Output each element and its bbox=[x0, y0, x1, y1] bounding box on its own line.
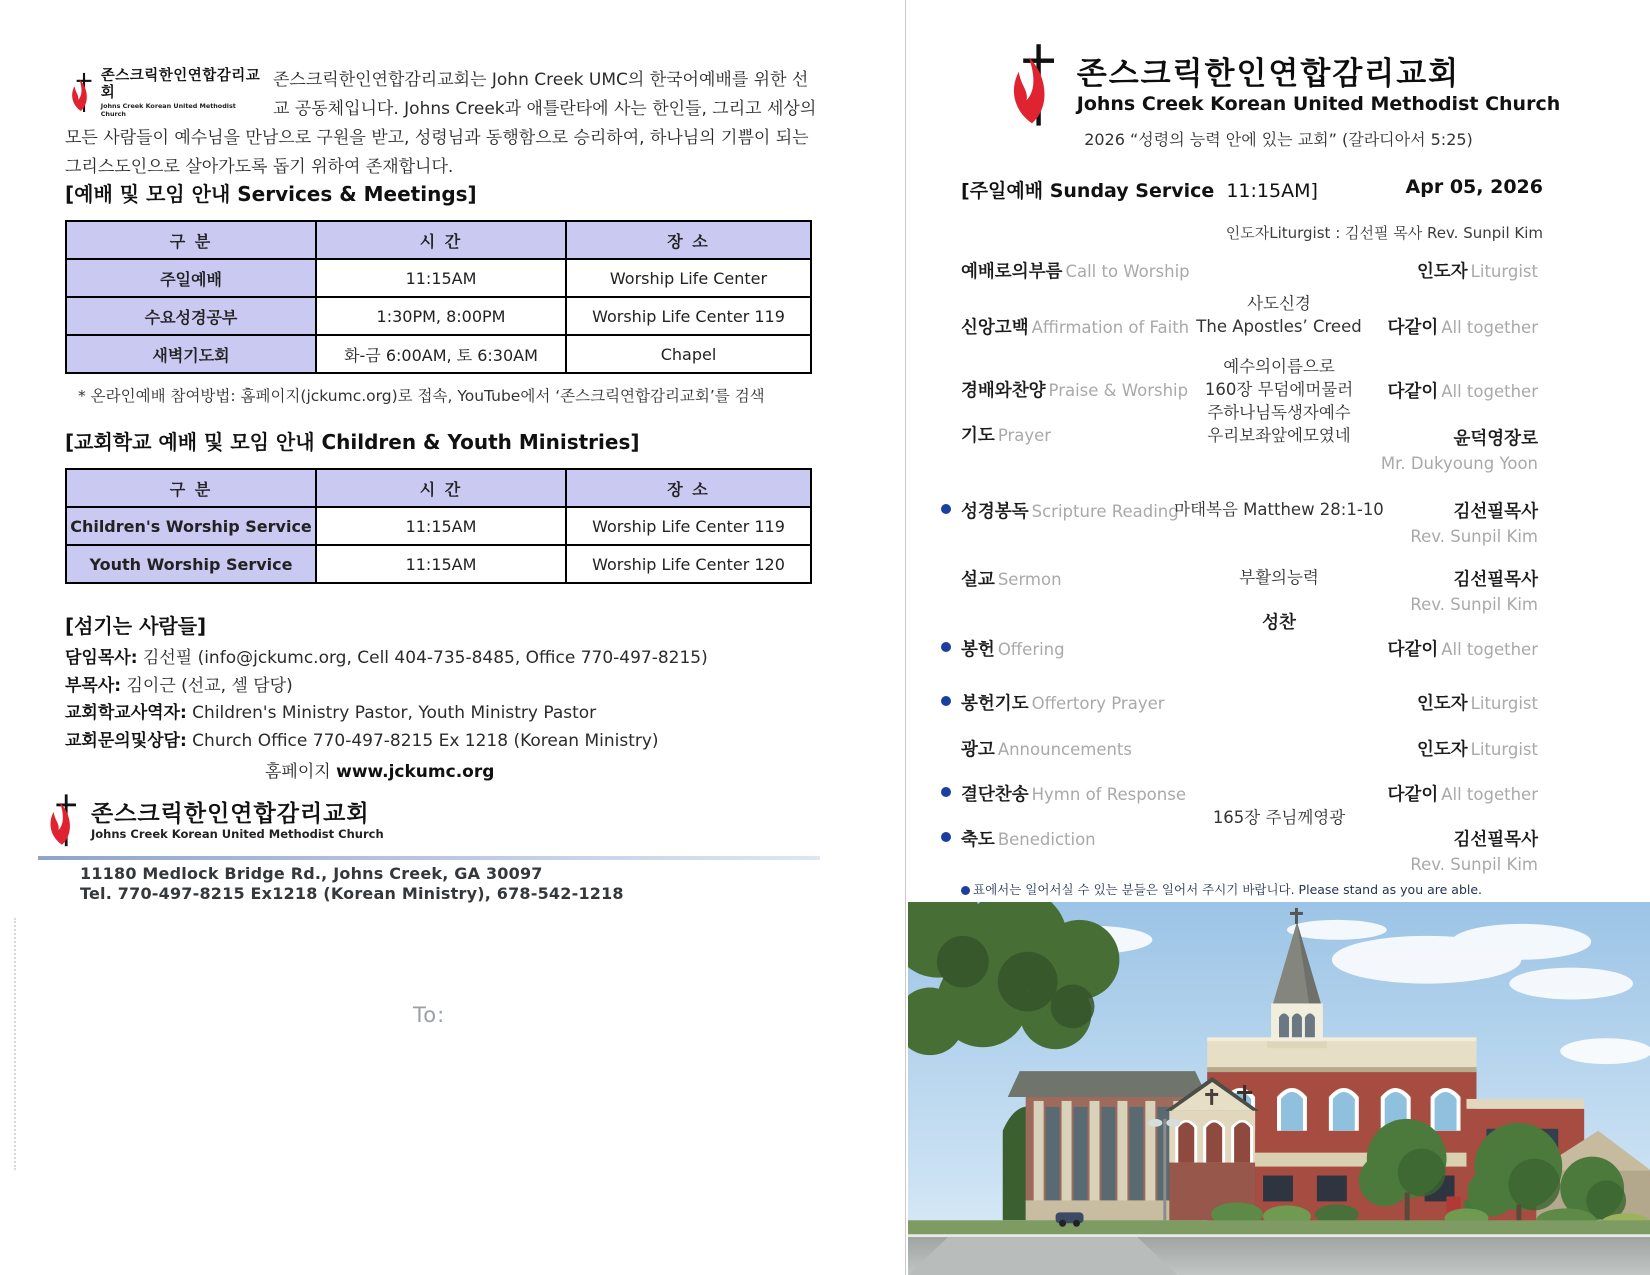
services-table bbox=[65, 220, 812, 374]
footer-divider bbox=[38, 856, 820, 860]
order-person bbox=[1381, 355, 1538, 473]
logo-name-en: Johns Creek Korean United Methodist Church bbox=[100, 102, 236, 118]
order-person bbox=[1388, 292, 1538, 339]
table-row bbox=[66, 259, 811, 297]
staff-value: Church Office 770-497-8215 Ex 1218 (Korean Ministry) bbox=[192, 730, 659, 751]
tel-line: Tel. 770-497-8215 Ex1218 (Korean Ministry), 678-542-1218 bbox=[80, 884, 624, 903]
staff-item bbox=[65, 728, 708, 756]
youth-section-title: [교회학교 예배 및 모임 안내 Children & Youth Ministries] bbox=[65, 430, 640, 454]
person-kr: 인도자 bbox=[1416, 694, 1468, 714]
order-content bbox=[1149, 292, 1409, 338]
church-logo bbox=[65, 68, 263, 118]
order-content bbox=[1149, 566, 1409, 589]
annual-theme: 2026 “성령의 능력 안에 있는 교회” (갈라디아서 5:25) bbox=[1084, 130, 1473, 149]
order-item bbox=[961, 566, 1062, 591]
order-item bbox=[961, 636, 1065, 661]
content-line: 사도신경 bbox=[1247, 294, 1311, 313]
content-line: 부활의능력 bbox=[1239, 568, 1319, 587]
content-line: 주하나님독생자예수 bbox=[1207, 403, 1351, 422]
order-person bbox=[1417, 690, 1538, 715]
stand-bullet-icon bbox=[941, 832, 951, 842]
person-kr: 인도자 bbox=[1416, 262, 1468, 282]
table-cell: 11:15AM bbox=[316, 507, 566, 545]
youth-table bbox=[65, 468, 812, 584]
person-kr: 다같이 bbox=[1387, 785, 1439, 805]
table-cell: 수요성경공부 bbox=[66, 297, 316, 335]
order-content bbox=[1149, 806, 1409, 829]
order-kr: 경배와찬양 bbox=[961, 381, 1046, 401]
stand-bullet-icon bbox=[941, 642, 951, 652]
staff-value: 김이근 (선교, 셀 담당) bbox=[126, 675, 293, 696]
order-kr: 성경봉독 bbox=[961, 502, 1029, 522]
homepage-label: 홈페이지 bbox=[265, 762, 331, 782]
stand-note-text: 표에서는 일어서실 수 있는 분들은 일어서 주시기 바랍니다. Please stand as you are able. bbox=[973, 882, 1483, 897]
order-kr: 기도 bbox=[961, 426, 995, 446]
order-en: Praise & Worship bbox=[1048, 381, 1189, 400]
liturgist-line: 인도자Liturgist : 김선필 목사 Rev. Sunpil Kim bbox=[1225, 224, 1543, 242]
person-en: Liturgist bbox=[1470, 262, 1538, 281]
person-en: All together bbox=[1441, 318, 1538, 337]
content-line: 160장 무덤에머물러 bbox=[1204, 380, 1354, 399]
staff-item bbox=[65, 645, 708, 673]
table-cell: Worship Life Center 119 bbox=[566, 297, 811, 335]
address-line: 11180 Medlock Bridge Rd., Johns Creek, GA 30097 bbox=[80, 864, 543, 883]
logo-name-en: Johns Creek Korean United Methodist Church bbox=[91, 827, 384, 841]
order-content bbox=[1149, 498, 1409, 521]
order-item bbox=[961, 781, 1186, 806]
table-cell: Youth Worship Service bbox=[66, 545, 316, 583]
service-title-text: [주일예배 Sunday Service bbox=[961, 180, 1215, 202]
intro-paragraph bbox=[65, 66, 823, 182]
logo-name-kr: 존스크릭한인연합감리교회 bbox=[100, 68, 261, 101]
order-en: Hymn of Response bbox=[1031, 785, 1186, 804]
person-entry bbox=[1410, 498, 1538, 523]
table-cell: Chapel bbox=[566, 335, 811, 373]
staff-item bbox=[65, 673, 708, 701]
order-en: Offering bbox=[997, 640, 1065, 659]
order-content bbox=[1149, 612, 1409, 635]
order-kr: 결단찬송 bbox=[961, 785, 1029, 805]
table-cell: 새벽기도회 bbox=[66, 335, 316, 373]
person-en-sub: Mr. Dukyoung Yoon bbox=[1380, 454, 1538, 473]
person-en: Liturgist bbox=[1470, 694, 1538, 713]
person-kr: 김선필목사 bbox=[1453, 502, 1538, 522]
church-logo-header bbox=[906, 42, 1650, 130]
person-en-sub: Rev. Sunpil Kim bbox=[1410, 855, 1538, 874]
staff-label: 교회학교사역자: bbox=[65, 703, 187, 723]
order-en: Scripture Reading bbox=[1031, 502, 1179, 521]
table-row bbox=[66, 507, 811, 545]
logo-text bbox=[101, 68, 263, 118]
person-kr: 다같이 bbox=[1387, 640, 1439, 660]
order-person bbox=[1410, 498, 1538, 546]
table-header: 시 간 bbox=[316, 221, 566, 259]
order-kr: 봉헌 bbox=[961, 640, 995, 660]
service-date: Apr 05, 2026 bbox=[1405, 176, 1543, 198]
staff-label: 부목사: bbox=[65, 675, 122, 696]
table-header: 장 소 bbox=[566, 221, 811, 259]
person-en-sub: Rev. Sunpil Kim bbox=[1410, 527, 1538, 546]
order-en: Announcements bbox=[997, 740, 1132, 759]
stand-bullet-icon bbox=[961, 886, 970, 895]
logo-name-kr: 존스크릭한인연합감리교회 bbox=[1076, 56, 1461, 92]
service-time-text: 11:15AM] bbox=[1226, 180, 1318, 202]
order-kr: 광고 bbox=[961, 740, 995, 760]
content-line: 마태복음 Matthew 28:1-10 bbox=[1174, 500, 1384, 519]
table-header-row bbox=[66, 469, 811, 507]
order-person bbox=[1388, 781, 1538, 806]
person-en: All together bbox=[1441, 785, 1538, 804]
table-cell: 1:30PM, 8:00PM bbox=[316, 297, 566, 335]
table-cell: Children's Worship Service bbox=[66, 507, 316, 545]
order-en: Affirmation of Faith bbox=[1031, 318, 1190, 337]
table-cell: Worship Life Center 120 bbox=[566, 545, 811, 583]
order-kr: 봉헌기도 bbox=[961, 694, 1029, 714]
order-en: Sermon bbox=[997, 570, 1062, 589]
table-cell: 11:15AM bbox=[316, 545, 566, 583]
stand-bullet-icon bbox=[941, 696, 951, 706]
table-cell: Worship Life Center bbox=[566, 259, 811, 297]
content-line: 예수의이름으로 bbox=[1223, 357, 1335, 376]
staff-label: 교회문의및상담: bbox=[65, 730, 187, 751]
church-building-photo bbox=[908, 902, 1650, 1275]
logo-name-kr: 존스크릭한인연합감리교회 bbox=[91, 801, 370, 827]
content-line: 165장 주님께영광 bbox=[1212, 808, 1346, 827]
mailing-to-label: To: bbox=[413, 1003, 446, 1027]
logo-name-en: Johns Creek Korean United Methodist Church bbox=[1076, 93, 1561, 115]
umc-cross-flame-icon bbox=[65, 71, 97, 115]
order-en: Prayer bbox=[997, 426, 1052, 445]
address-block bbox=[80, 864, 624, 904]
person-kr: 인도자 bbox=[1416, 740, 1468, 760]
homepage-line bbox=[265, 757, 494, 782]
fold-dotted-line bbox=[14, 918, 16, 1170]
order-en: Offertory Prayer bbox=[1031, 694, 1165, 713]
table-header: 장 소 bbox=[566, 469, 811, 507]
person-kr: 다같이 bbox=[1387, 318, 1439, 338]
umc-cross-flame-icon bbox=[40, 793, 84, 849]
order-kr: 설교 bbox=[961, 570, 995, 590]
order-item bbox=[961, 826, 1096, 851]
table-header: 시 간 bbox=[316, 469, 566, 507]
sunday-service-title bbox=[961, 176, 1318, 203]
staff-value: Children's Ministry Pastor, Youth Ministry Pastor bbox=[192, 703, 597, 723]
table-row bbox=[66, 335, 811, 373]
stand-instruction-note bbox=[961, 880, 1482, 898]
intro-line-1: 존스크릭한인연합감리교회는 John Creek UMC의 한국어예배를 위한 선교 공동체입니다. bbox=[273, 70, 809, 119]
order-kr: 축도 bbox=[961, 830, 995, 850]
order-en: Benediction bbox=[997, 830, 1096, 849]
order-person bbox=[1410, 826, 1538, 874]
intro-line-2: Johns Creek과 애틀란타에 사는 한인들, 그리고 세상의 모든 사람들이 예수님을 만남으로 구원을 받고, 성령님과 동행함으로 bbox=[65, 99, 817, 148]
staff-section-title: [섬기는 사람들] bbox=[65, 614, 207, 638]
stand-bullet-icon bbox=[941, 787, 951, 797]
order-kr: 신앙고백 bbox=[961, 318, 1029, 338]
person-entry bbox=[1381, 425, 1538, 450]
intro-line-3: 승리하여, 하나님의 기쁨이 되는 그리스도인으로 살아가도록 돕기 위하여 존재합니다. bbox=[65, 128, 809, 177]
table-header: 구 분 bbox=[66, 469, 316, 507]
person-kr: 다같이 bbox=[1387, 382, 1439, 402]
person-en-sub: Rev. Sunpil Kim bbox=[1410, 595, 1538, 614]
order-item bbox=[961, 690, 1165, 715]
table-cell: 주일예배 bbox=[66, 259, 316, 297]
order-item bbox=[961, 736, 1132, 761]
person-en: All together bbox=[1441, 640, 1538, 659]
order-en: Call to Worship bbox=[1065, 262, 1190, 281]
table-cell: Worship Life Center 119 bbox=[566, 507, 811, 545]
person-kr: 김선필목사 bbox=[1453, 570, 1538, 590]
table-header-row bbox=[66, 221, 811, 259]
person-entry bbox=[1410, 826, 1538, 851]
person-kr: 김선필목사 bbox=[1453, 830, 1538, 850]
services-section-title: [예배 및 모임 안내 Services & Meetings] bbox=[65, 182, 477, 206]
order-item bbox=[961, 498, 1179, 523]
content-line: The Apostles’ Creed bbox=[1196, 317, 1362, 336]
homepage-url: www.jckumc.org bbox=[336, 762, 495, 782]
bulletin-right-page bbox=[905, 0, 1650, 1275]
person-en: Liturgist bbox=[1470, 740, 1538, 759]
person-entry bbox=[1381, 378, 1538, 403]
order-kr: 예배로의부름 bbox=[961, 262, 1063, 282]
person-en: All together bbox=[1441, 382, 1538, 401]
order-content bbox=[1149, 355, 1409, 447]
order-person bbox=[1417, 736, 1538, 761]
order-person bbox=[1410, 566, 1538, 614]
staff-list bbox=[65, 645, 708, 755]
church-logo-footer bbox=[40, 793, 384, 849]
order-person bbox=[1417, 258, 1538, 283]
table-header: 구 분 bbox=[66, 221, 316, 259]
table-row bbox=[66, 297, 811, 335]
logo-text bbox=[91, 801, 384, 841]
order-person bbox=[1388, 636, 1538, 661]
table-row bbox=[66, 545, 811, 583]
staff-label: 담임목사: bbox=[65, 648, 138, 668]
logo-text bbox=[1077, 56, 1560, 116]
staff-value: 김선필 (info@jckumc.org, Cell 404-735-8485, Office 770-497-8215) bbox=[142, 648, 708, 668]
person-kr: 윤덕영장로 bbox=[1453, 429, 1538, 449]
table-cell: 화-금 6:00AM, 토 6:30AM bbox=[316, 335, 566, 373]
content-line: 성찬 bbox=[1262, 613, 1296, 633]
online-service-note: * 온라인예배 참여방법: 홈페이지(jckumc.org)로 접속, YouTube에서 ‘존스크릭연합감리교회’를 검색 bbox=[78, 387, 765, 405]
table-cell: 11:15AM bbox=[316, 259, 566, 297]
content-line: 우리보좌앞에모였네 bbox=[1207, 426, 1351, 445]
staff-item bbox=[65, 700, 708, 728]
person-entry bbox=[1410, 566, 1538, 591]
order-item bbox=[961, 258, 1190, 283]
stand-bullet-icon bbox=[941, 504, 951, 514]
umc-cross-flame-icon bbox=[997, 42, 1067, 130]
